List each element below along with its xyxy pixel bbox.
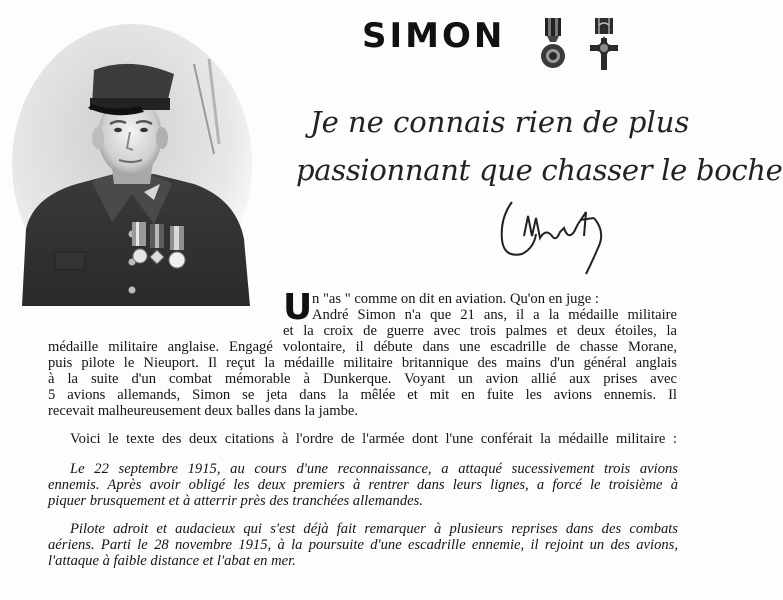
citation-line: Le 22 septembre 1915, au cours d'une reconnaissance, a attaqué sucessivement trois avions — [70, 461, 678, 477]
page-title: SIMON — [362, 16, 506, 56]
document-page: SIMON Je ne connais rien de plus passionnant que chasser le boche U n "as " comme on dit en aviation. Qu'on en juge : André Simon n'a que 21 ans, il a la médaille militaire et la croix de guerre avec trois palmes et deux étoiles, la médaille militaire anglaise. Engagé volontaire, il débute dans une escadrille de chasse Morane, puis pilote le Nieuport. Il reçut la médaille militaire britannique des mains d'un général anglais à la suite d'un combat mémorable à Dunkerque. Voyant un avion allié aux prises avec 5 avions allemands, Simon se jeta dans la mêlée et mit en fuite les avions ennemis. Il recevait malheureusement deux balles dans la jambe. Voici le texte des deux citations à l'ordre de l'armée dont l'une conférait la médaille militaire : Le 22 septembre 1915, au cours d'une reconnaissance, a attaqué sucessivement trois avions ennemis. Après avoir obligé les deux premiers à rentrer dans leurs lignes, a forcé le troisième à piquer brusquement et à atterrir près des tranchées allemandes. Pilote adroit et audacieux qui s'est déjà fait remarquer à plusieurs reprises dans des combats aériens. Parti le 28 novembre 1915, à la poursuite d'une escadrille ennemie, il rejoint un des avions, l'attaque à faible distance et l'abat en mer. — [0, 0, 711, 600]
intro-line: recevait malheureusement deux balles dans la jambe. — [48, 403, 358, 419]
intro-line: n "as " comme on dit en aviation. Qu'on en juge : — [312, 291, 599, 307]
handwritten-quote — [296, 98, 783, 194]
quote-line-2: passionnant que chasser le boche — [296, 153, 783, 187]
citation-line: Pilote adroit et audacieux qui s'est déjà fait remarquer à plusieurs reprises dans des combats — [70, 521, 678, 537]
intro-line: et la croix de guerre avec trois palmes et deux étoiles, la — [283, 323, 677, 339]
intro-line: puis pilote le Nieuport. Il reçut la médaille militaire britannique des mains d'un général anglais — [48, 355, 677, 371]
citation-line: ennemis. Après avoir obligé les deux premiers à rentrer dans leurs lignes, a forcé le troisième à — [48, 477, 678, 493]
intro-line: médaille militaire anglaise. Engagé volontaire, il débute dans une escadrille de chasse Morane, — [48, 339, 677, 355]
citation-line: aériens. Parti le 28 novembre 1915, à la poursuite d'une escadrille ennemie, il rejoint un des avions, — [48, 537, 678, 553]
citation-line: l'attaque à faible distance et l'abat en mer. — [48, 553, 296, 569]
intro-line: à la suite d'un combat mémorable à Dunkerque. Voyant un avion allié aux prises avec — [48, 371, 677, 387]
intro-line: André Simon n'a que 21 ans, il a la médaille militaire — [312, 307, 677, 323]
drop-cap: U — [283, 287, 313, 328]
croix-de-guerre-icon — [589, 18, 619, 78]
quote-line-1: Je ne connais rien de plus — [310, 105, 690, 139]
intro-line: 5 avions allemands, Simon se jeta dans la mêlée et mit en fuite les avions ennemis. Il — [48, 387, 677, 403]
citation-line: piquer brusquement et à atterrir près des tranchées allemandes. — [48, 493, 423, 509]
signature — [494, 188, 624, 278]
medaille-militaire-icon — [538, 18, 568, 78]
portrait-photo — [14, 34, 250, 306]
